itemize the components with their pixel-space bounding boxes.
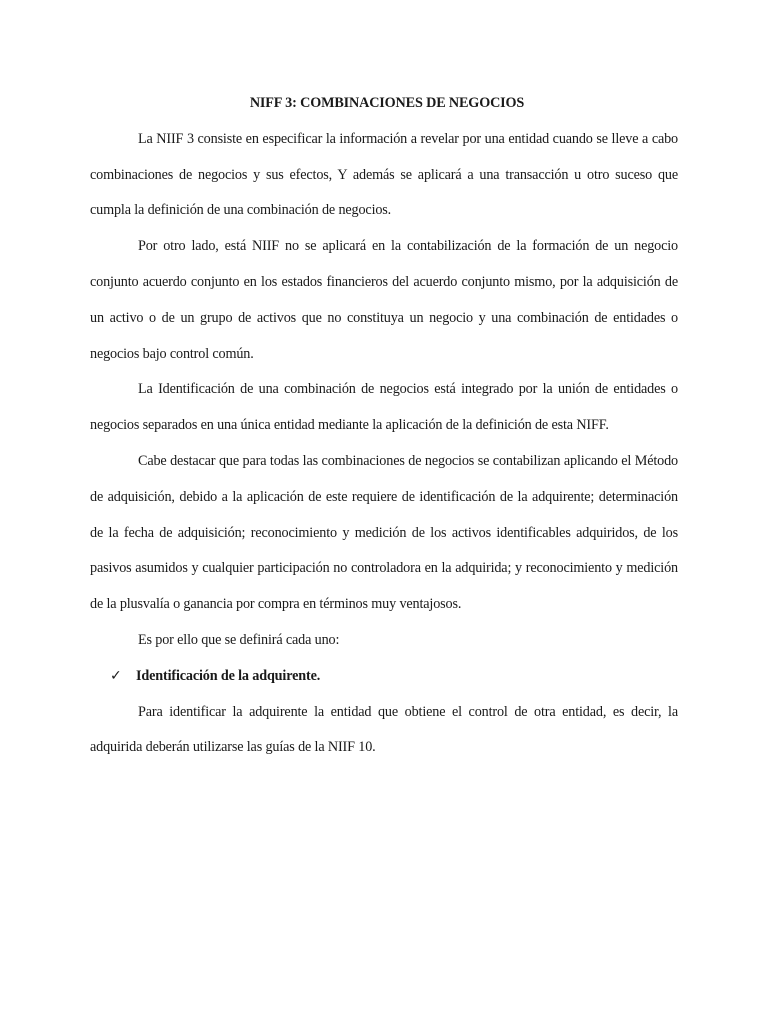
bullet-heading: Identificación de la adquirente. [136,667,321,684]
paragraph-intro: La NIIF 3 consiste en especificar la información a revelar por una entidad cuando se lleve a cabo combinaciones de negocios y sus efectos, Y además se aplicará a una transacción u otro suceso que cumpla la definición de una combinación de negocios. [90,130,678,219]
paragraph-identification: La Identificación de una combinación de negocios está integrado por la unión de entidades o negocios separados en una única entidad mediante la aplicación de la definición de esta NIFF. [90,381,678,434]
bullet-item [90,659,678,695]
paragraph-acquirer: Para identificar la adquirente la entidad que obtiene el control de otra entidad, es decir, la adquirida deberán utilizarse las guías de la NIIF 10. [90,703,678,756]
checkmark-icon: ✓ [110,667,122,684]
paragraph-acquisition-method: Cabe destacar que para todas las combinaciones de negocios se contabilizan aplicando el Método de adquisición, debido a la aplicación de este requiere de identificación de la adquirente; determinación de la fecha de adquisición; reconocimiento y medición de los activos identificables adquiridos, de los pasivos asumidos y cualquier participación no controladora en la adquirida; y reconocimiento y medición de la plusvalía o ganancia por compra en términos muy ventajosos. [90,452,678,613]
paragraph-exclusions: Por otro lado, está NIIF no se aplicará en la contabilización de la formación de un negocio conjunto acuerdo conjunto en los estados financieros del acuerdo conjunto mismo, por la adquisición de un activo o de un grupo de activos que no constituya un negocio y una combinación de entidades o negocios bajo control común. [90,238,678,362]
document-page [90,86,678,766]
document-title: NIFF 3: COMBINACIONES DE NEGOCIOS [249,95,525,111]
paragraph-definitions-intro: Es por ello que se definirá cada uno: [138,631,340,648]
